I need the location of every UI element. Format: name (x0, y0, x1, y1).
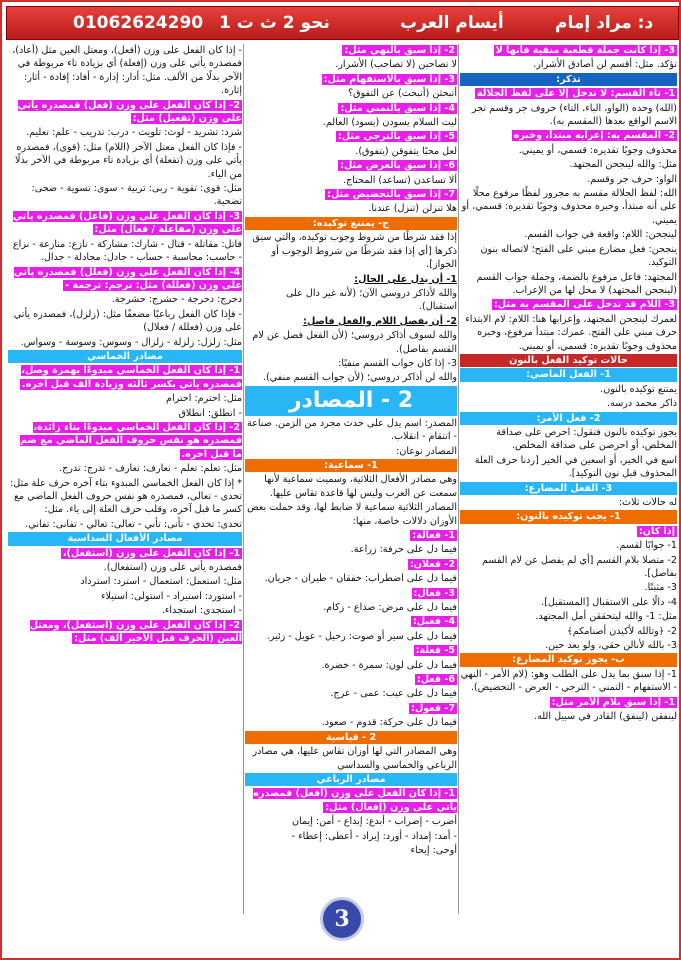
text-line: محذوف وجوبًا تقديره: قسمي، أو يميني. (518, 144, 677, 156)
text-line: له حالات ثلاث: (618, 497, 677, 508)
text-line: يجوز توكيده بالنون فتقول: احرص على صداقة المخلص، أو احرصن على صداقة المخلص. (496, 426, 677, 452)
section-heading: حالات توكيد الفعل بالنون (460, 354, 677, 367)
text-line (8, 547, 242, 560)
text-line: ليت السلام يسودن (يسود) العالم. (322, 117, 457, 129)
section-heading: 3- الفعل المضارع: (460, 482, 677, 495)
column-divider (458, 44, 459, 914)
text-line (8, 421, 242, 461)
text-line: يمتنع توكيده بالنون. (600, 383, 677, 395)
highlighted-rule: 1- تاء القسم: لا تدخل إلا على لفظ الجلالة (476, 88, 675, 100)
text-line: فيما دل على سير أو صوت: رحيل - عويل - زئير. (266, 630, 457, 642)
text-line: 3- مثبتًا. (644, 582, 677, 594)
highlighted-rule: 3- إذا كان الفعل على وزن (فاعل) فمصدره يأتي على وزن (مفاعلة / فعال) مثل: (12, 210, 242, 236)
column-right (460, 44, 677, 914)
text-line (245, 615, 457, 628)
text-line (245, 587, 457, 600)
text-line: تؤكد. مثل: أقسم لن أصادق الأشرار. (533, 59, 677, 71)
text-line (245, 644, 457, 657)
text-line: 1- جوابًا لقسم. (616, 540, 677, 552)
section-heading: مصادر الرباعي (245, 773, 457, 786)
text-line: أوحى: إيحاء (410, 844, 457, 856)
text-line: والله لأذاكر دروسي الآن؛ (لأنه غير دال على استقبال). (285, 287, 457, 313)
text-line: لعمرك لينجحن المجتهد، وإعرابها هنا: اللام: لام الابتداء حرف مبني على الفتح. عمرك: مبتدأ مرفوع، وخبره محذوف وجوبًا تقديره: قسمي، أو يميني. (465, 313, 677, 352)
highlighted-rule: 3- إذا كانت جملة قطعية منفية فأنها لا (495, 45, 675, 56)
highlighted-rule: 6- إذا سبق بالعرض مثل: (340, 160, 455, 172)
text-line: - فإذا كان الفعل معتل الآخر (اللام) مثل: (قوى)، فمصدره يأتي على وزن (تفعلة) أي بزيادة تاء مربوطة في الآخر بدلًا من الياء. (14, 141, 242, 180)
text-line: والله لسوف أذاكر دروسي؛ (لأن الفعل فصل عن لام القسم بفاصل). (252, 330, 457, 355)
text-line: - استورد: استيراد - استولى: استيلاء (100, 590, 242, 602)
highlighted-rule: 4- فعيل: (412, 616, 455, 628)
text-line: (الله) وحده (الواو، الباء، التاء) حروف جر وقسم تجر الاسم الواقع بعدها (المقسم به). (471, 102, 677, 128)
text-line (8, 619, 242, 646)
column-left (8, 44, 242, 914)
highlighted-rule: 4- إذا كان الفعل على وزن (فعلل) فمصدره يأتي على وزن (فعللة) مثل: ترجم: ترجمة - (13, 266, 242, 291)
text-line: فيما دل على مرض: صداع - زكام. (323, 602, 457, 614)
text-line (245, 73, 457, 86)
text-line: - إذا كان الفعل على وزن (أفعل)، ومعتل العين مثل (أعاد)، فمصدره يأتي على وزن (إفعلة) أي بزيادة تاء مربوطة في الآخر بدلًا من الألف. مثل: أدار: إدارة - أفاد: إفادة - أثار: إثارة. (12, 45, 242, 97)
teacher-name: د: مراد إمام (555, 13, 654, 33)
highlighted-rule: 5- إذا سبق بالترجي مثل: (337, 131, 455, 143)
text-line (245, 44, 457, 57)
section-heading: تذكر: (460, 73, 677, 86)
highlighted-rule: 6- فعل: (416, 674, 455, 686)
text-line: لعل محبًا يتفوقن (يتفوق). (355, 145, 457, 157)
text-line: ينجحن: فعل مضارع مبني على الفتح؛ لاتصاله بنون التوكيد. (480, 243, 677, 269)
text-line: المصادر نوعان: (396, 445, 457, 457)
text-line: - انطلق: انطلاق (178, 407, 242, 419)
section-heading: 2- فعل الأمر: (460, 412, 677, 425)
text-line: - أمد: إمداد - أورد: إيراد - أعطى: إعطاء - (291, 830, 457, 842)
text-line (460, 525, 677, 538)
text-line: المصادر الثلاثية سماعية لا ضابط لها، وقد حملت بعض الأوزان دلالات خاصة، منها: (247, 502, 457, 527)
text-line: فمصدره يأتي على وزن (استفعال). (103, 562, 242, 574)
text-line: وهي مصادر الأفعال الثلاثية، وسميت سماعية لأنها سمعت عن العرب وليس لها قاعدة تقاس عليها. (264, 474, 457, 499)
highlighted-rule: 1- إذا كان الفعل على وزن (استفعل)، (62, 547, 240, 559)
text-line (245, 529, 457, 542)
text-line: تحدى: تحدي - تأنى: تأني - تعالى: تعالي - تفانى: تفاني. (25, 518, 242, 530)
text-line: وهي المصادر التي لها أوزان تقاس عليها، هي مصادر الرباعي والخماسي والسداسي (252, 746, 457, 771)
text-line: مثل: زلزل: زلزلة - زلزال - وسوس: وسوسة - وسواس. (20, 336, 242, 348)
text-line: لا تصاحبن (لا تصاحب) الأشرار. (335, 59, 457, 71)
highlighted-rule: 5- فعلة: (415, 645, 455, 657)
text-line: مثل: قوى: تقوية - ربى: تربية - سوى: تسوية - ضحى: تضحية. (31, 183, 242, 208)
text-line: المجتهد: فاعل مرفوع بالضمة، وجملة جواب القسم (لينجحن المجتهد) لا محل لها من الإعراب. (476, 271, 677, 296)
highlighted-rule: 7- فعول: (411, 702, 455, 714)
chapter-title: 2 - المصادر (245, 386, 457, 416)
text-line: شرد: تشريد - لوث: تلويث - درب: تدريب - علم: تعليم. (26, 127, 242, 139)
text-line: فيما دل على لون: سمرة - خضرة. (321, 659, 457, 671)
section-heading: ب- يجوز توكيد المضارع: (460, 653, 677, 666)
text-line: فيما دل على عيب: عمى - عرج. (330, 688, 457, 700)
section-heading: 1- يجب توكيده بالنون: (460, 510, 677, 523)
section-heading: 1- الفعل الماضي: (460, 368, 677, 381)
highlighted-rule: 1- إذا كان الفعل الخماسي مبدوءًا بهمزة وصل، فمصدره يأتي بكسر ثالثه وزيادة ألف قبل آخره. (21, 365, 242, 390)
text-line: أتبحثن (أتبحث) عن التفوق؟ (348, 88, 457, 100)
text-line: فيما دل على اضطراب: خفقان - طيران - جريان. (264, 573, 457, 585)
column-middle (245, 44, 457, 914)
highlighted-rule: 3- اللام قد تدخل على المقسم به مثل: (493, 299, 675, 311)
text-line (8, 266, 242, 293)
highlighted-rule: إذا كان: (638, 525, 675, 537)
highlighted-rule: 2- إذا كان الفعل الخماسي مبدوءًا بتاء زائدة، فمصدره هو نفس حروف الفعل الماضي مع ضم ما قبل آخره. (20, 421, 242, 460)
section-heading: مصادر الخماسي (8, 350, 242, 363)
text-line: لينفقن (لينفق) القادر في سبيل الله. (534, 711, 677, 723)
underlined-rule: 2- أن يفصل اللام والفعل فاصل: (303, 315, 457, 327)
text-line: هلا تنزلن (تنزل) عندنا. (368, 203, 457, 215)
text-line (460, 44, 677, 57)
highlighted-rule: 2- إذا كان الفعل على وزن (استفعل)، ومعتل العين (الحرف قبل الأخير ألف) مثل: (29, 619, 242, 645)
text-line: أضرب - إضراب - أبدع: إبداع - أمن: إيمان (291, 816, 457, 828)
highlighted-rule: 1- إذا كان الفعل على وزن (أفعل) فمصدره يأتي على وزن (إفعال) مثل: (253, 788, 457, 813)
text-line: ذاكر محمد درسه. (607, 398, 677, 410)
page-number: 3 (320, 897, 364, 941)
text-line (8, 210, 242, 237)
column-divider (243, 44, 244, 914)
highlighted-rule: 1- فعالة: (412, 530, 455, 541)
text-line: المصدر: اسم يدل على حدث مجرد من الزمن. صناعة - انتقام - انقلاب. (247, 417, 457, 443)
highlighted-rule: 2- المقسم به: إعرابه مبتدأ، وخبره (513, 130, 675, 142)
text-line (245, 130, 457, 143)
section-heading: 2 - قياسية (245, 731, 457, 744)
subject-label: أيسام العرب (400, 13, 504, 33)
text-line: مثل: احترم: احترام (166, 393, 242, 405)
text-line (245, 102, 457, 115)
text-line (245, 673, 457, 686)
highlighted-rule: 2- فعلان: (409, 558, 455, 570)
text-line: اسع في الخير، أو اسعين في الخير [ردنا حرف العلة المحذوف قبل نون التوكيد]. (474, 454, 677, 480)
text-line (245, 159, 457, 172)
text-line (8, 99, 242, 126)
text-line (245, 558, 457, 571)
highlighted-rule: 3- إذا سبق بالاستفهام مثل: (323, 73, 455, 85)
highlighted-rule: 3- فعال: (413, 587, 455, 599)
text-line (245, 787, 457, 814)
text-line: مثل: تعلم: تعلم - تعارف: تعارف - تدرج: تدرج. (59, 463, 242, 475)
text-line: - استجدى: استجداء. (161, 605, 242, 617)
phone-number: 01062624290 (73, 13, 204, 33)
text-line: 3- بالله لأنالن حقي، ولو بعد حين. (545, 640, 677, 652)
text-line: قاتل: مقاتلة - قتال - شارك: مشاركة - نازع: منازعة - نزاع - حاسب: محاسبة - حساب - جادل: مجادلة - جدال. (12, 238, 242, 264)
text-line: مثل: استعمل: استعمال - استرد: استرداد (80, 576, 242, 588)
header-bar (6, 6, 679, 40)
text-line: - فإذا كان الفعل رباعيًا مضعفًا مثل: (زلزل)، فمصدره يأتي على وزن (فعللة / فعلال) (13, 308, 242, 334)
highlighted-rule: 1- إذا سبق بلام الأمر مثل: (551, 696, 675, 708)
highlighted-rule: 2- إذا سبق بالنهي مثل: (344, 45, 455, 56)
text-line (245, 188, 457, 201)
text-line (460, 87, 677, 100)
text-line: 4- دالًا على الاستقبال [المستقبل]. (541, 596, 677, 608)
section-heading: ج- يمتنع توكيده: (245, 217, 457, 230)
text-line: دحرج: دحرجة - حشرج: حشرجة. (111, 294, 242, 306)
text-line (245, 702, 457, 715)
text-line: 2- ﴿وتالله لأكيدن أصنامكم﴾ (567, 625, 677, 637)
text-line: إذا فقد شرطًا من شروط وجوب توكيده، والتي سبق ذكرها [أي إذا فقد شرطًا من شروط الوجوب أو الجواز]. (252, 232, 457, 271)
text-line: فيما دل على حرفة: زراعة. (350, 544, 457, 556)
text-line (460, 696, 677, 709)
text-line: * إذا كان الفعل الخماسي المبدوء بتاء آخره حرف علة مثل: تحدى - تعالى، فمصدره هو نفس حروف الفعل الماضي مع كسر ما قبل آخره، وقلب حرف العلة إلى ياء. مثل: (10, 477, 242, 516)
content-columns (8, 44, 677, 914)
highlighted-rule: 4- إذا سبق بالتمني مثل: (340, 102, 455, 114)
text-line: 3- إذا كان جواب القسم منفيًا: (338, 357, 457, 369)
section-heading: مصادر الأفعال السداسية (8, 532, 242, 545)
text-line: مثل: 1- والله ليتحققن أمل المجتهد. (535, 611, 677, 623)
text-line: الله: لفظ الجلالة مقسم به مجرور لفظًا مرفوع محلًا على أنه مبتدأ، وخبره محذوف وجوبًا تقديره: قسمي، أو يميني. (461, 188, 677, 226)
text-line: الواو: حرف جر وقسم. (587, 173, 677, 185)
text-line: لينجحن: اللام: واقعة في جواب القسم. (524, 229, 677, 241)
highlighted-rule: 7- إذا سبق بالتحضيض مثل: (327, 189, 455, 201)
grade-label: نحو 2 ث ت 1 (219, 13, 330, 33)
text-line (8, 364, 242, 391)
text-line: مثل: والله لينجحن المجتهد. (569, 159, 677, 171)
highlighted-rule: 2- إذا كان الفعل على وزن (فعل) فمصدره يأتي على وزن (تفعيل) مثل: (17, 99, 242, 125)
text-line (460, 298, 677, 311)
text-line (460, 129, 677, 142)
text-line: 1- إذا سبق بما يدل على الطلب وهو: (لام الأمر - النهي - الاستفهام - التمني - الترجي - العرض - التحضيض). (460, 668, 677, 694)
section-heading: 1- سماعية: (245, 459, 457, 472)
underlined-rule: 1- أن يدل على الحال: (354, 273, 457, 285)
text-line: والله لن أذاكر دروسي؛ (لأن جواب القسم منفي). (262, 372, 457, 384)
text-line: فيما دل على حركة: قدوم - صعود. (321, 717, 457, 729)
text-line: 2- متصلا بلام القسم [أي لم يفصل عن لام القسم بفاصل]. (482, 554, 677, 580)
text-line: ألا تساعدن (تساعد) المحتاج. (342, 174, 457, 186)
